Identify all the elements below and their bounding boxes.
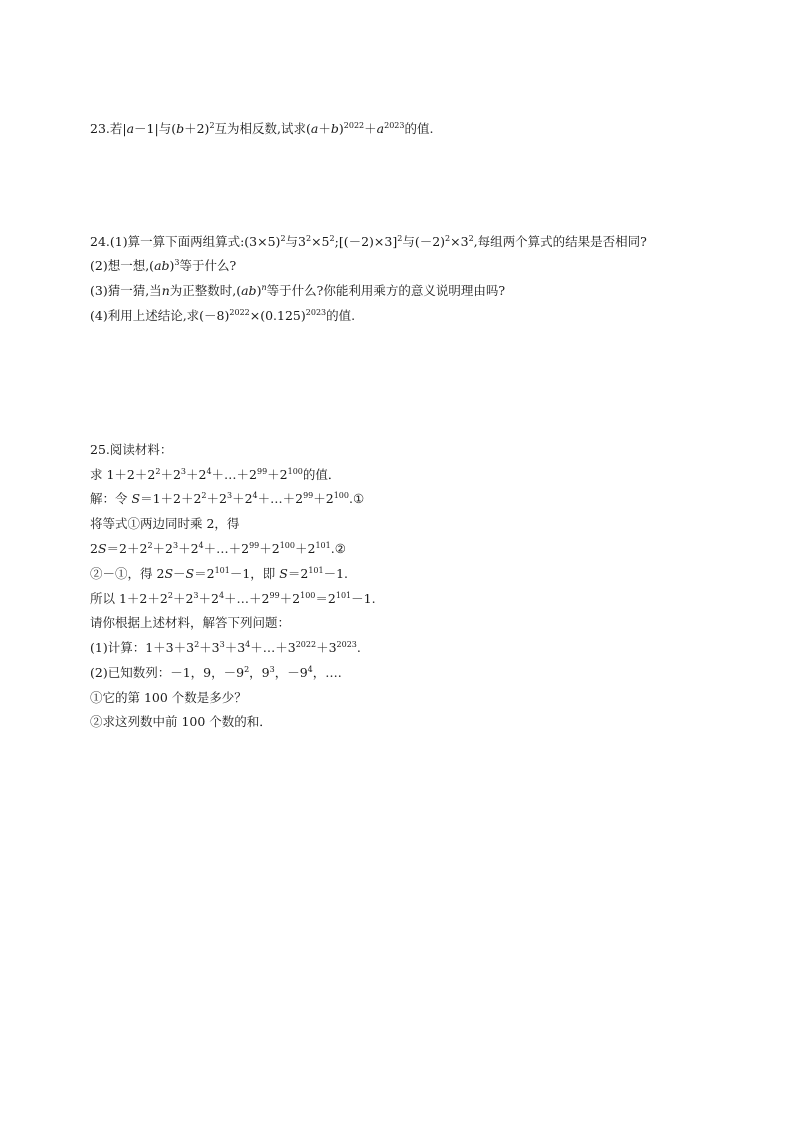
material-line-6: 所以 $1+2+2^2+2^3+2^4+\dots+2^{99}+2^{100}=2^{101}-1$. xyxy=(90,591,376,606)
question-23: 23.若|a－1|与$(b+2)^2$互为相反数,试求$(a+b)^{2022}+a^{2023}$的值. xyxy=(90,121,434,136)
question-25-title: 25.阅读材料： xyxy=(90,442,173,457)
material-line-4: $2S=2+2^2+2^3+2^4+\dots+2^{99}+2^{100}+2^{101}.②$ xyxy=(90,541,346,556)
question-24-part-2: (2)想一想,(ab)$^3$等于什么? xyxy=(90,258,237,273)
material-line-7: 请你根据上述材料，解答下列问题： xyxy=(90,615,291,630)
question-25-part-2-sub-2: ②求这列数中前 100 个数的和． xyxy=(90,714,272,729)
material-line-3: 将等式①两边同时乘 2，得 xyxy=(90,516,240,531)
material-line-1: 求 $1+2+2^2+2^3+2^4+\dots+2^{99}+2^{100}$的值． xyxy=(90,467,341,482)
question-25-part-2: (2)已知数列：－1，9，$-9^2$，$9^3$，$-9^4$，…. xyxy=(90,665,342,680)
material-line-2: 解：令 $S=1+2+2^2+2^3+2^4+\dots+2^{99}+2^{100}.①$ xyxy=(90,491,365,506)
question-25-part-2-sub-1: ①它的第 100 个数是多少？ xyxy=(90,690,247,705)
question-25-part-1: (1)计算：$1+3+3^2+3^3+3^4+\dots+3^{2022}+3^{2023}$. xyxy=(90,640,361,655)
question-24-part-4: (4)利用上述结论,求$(-8)^{2022}\times(0.125)^{2023}$的值. xyxy=(90,308,356,323)
material-line-5: ②－①，得 $2S-S=2^{101}-1$，即 $S=2^{101}-1$. xyxy=(90,566,349,581)
question-24-part-3: (3)猜一猜,当n为正整数时,(ab)$^n$等于什么?你能利用乘方的意义说明理由吗? xyxy=(90,283,506,298)
question-24-part-1: 24.(1)算一算下面两组算式$:(3\times 5)^2$与$3^2\times 5^2;[(-2)\times 3]^2$与$(-2)^2\times 3^2$,每组两个算式的结果是否相同? xyxy=(90,234,647,249)
